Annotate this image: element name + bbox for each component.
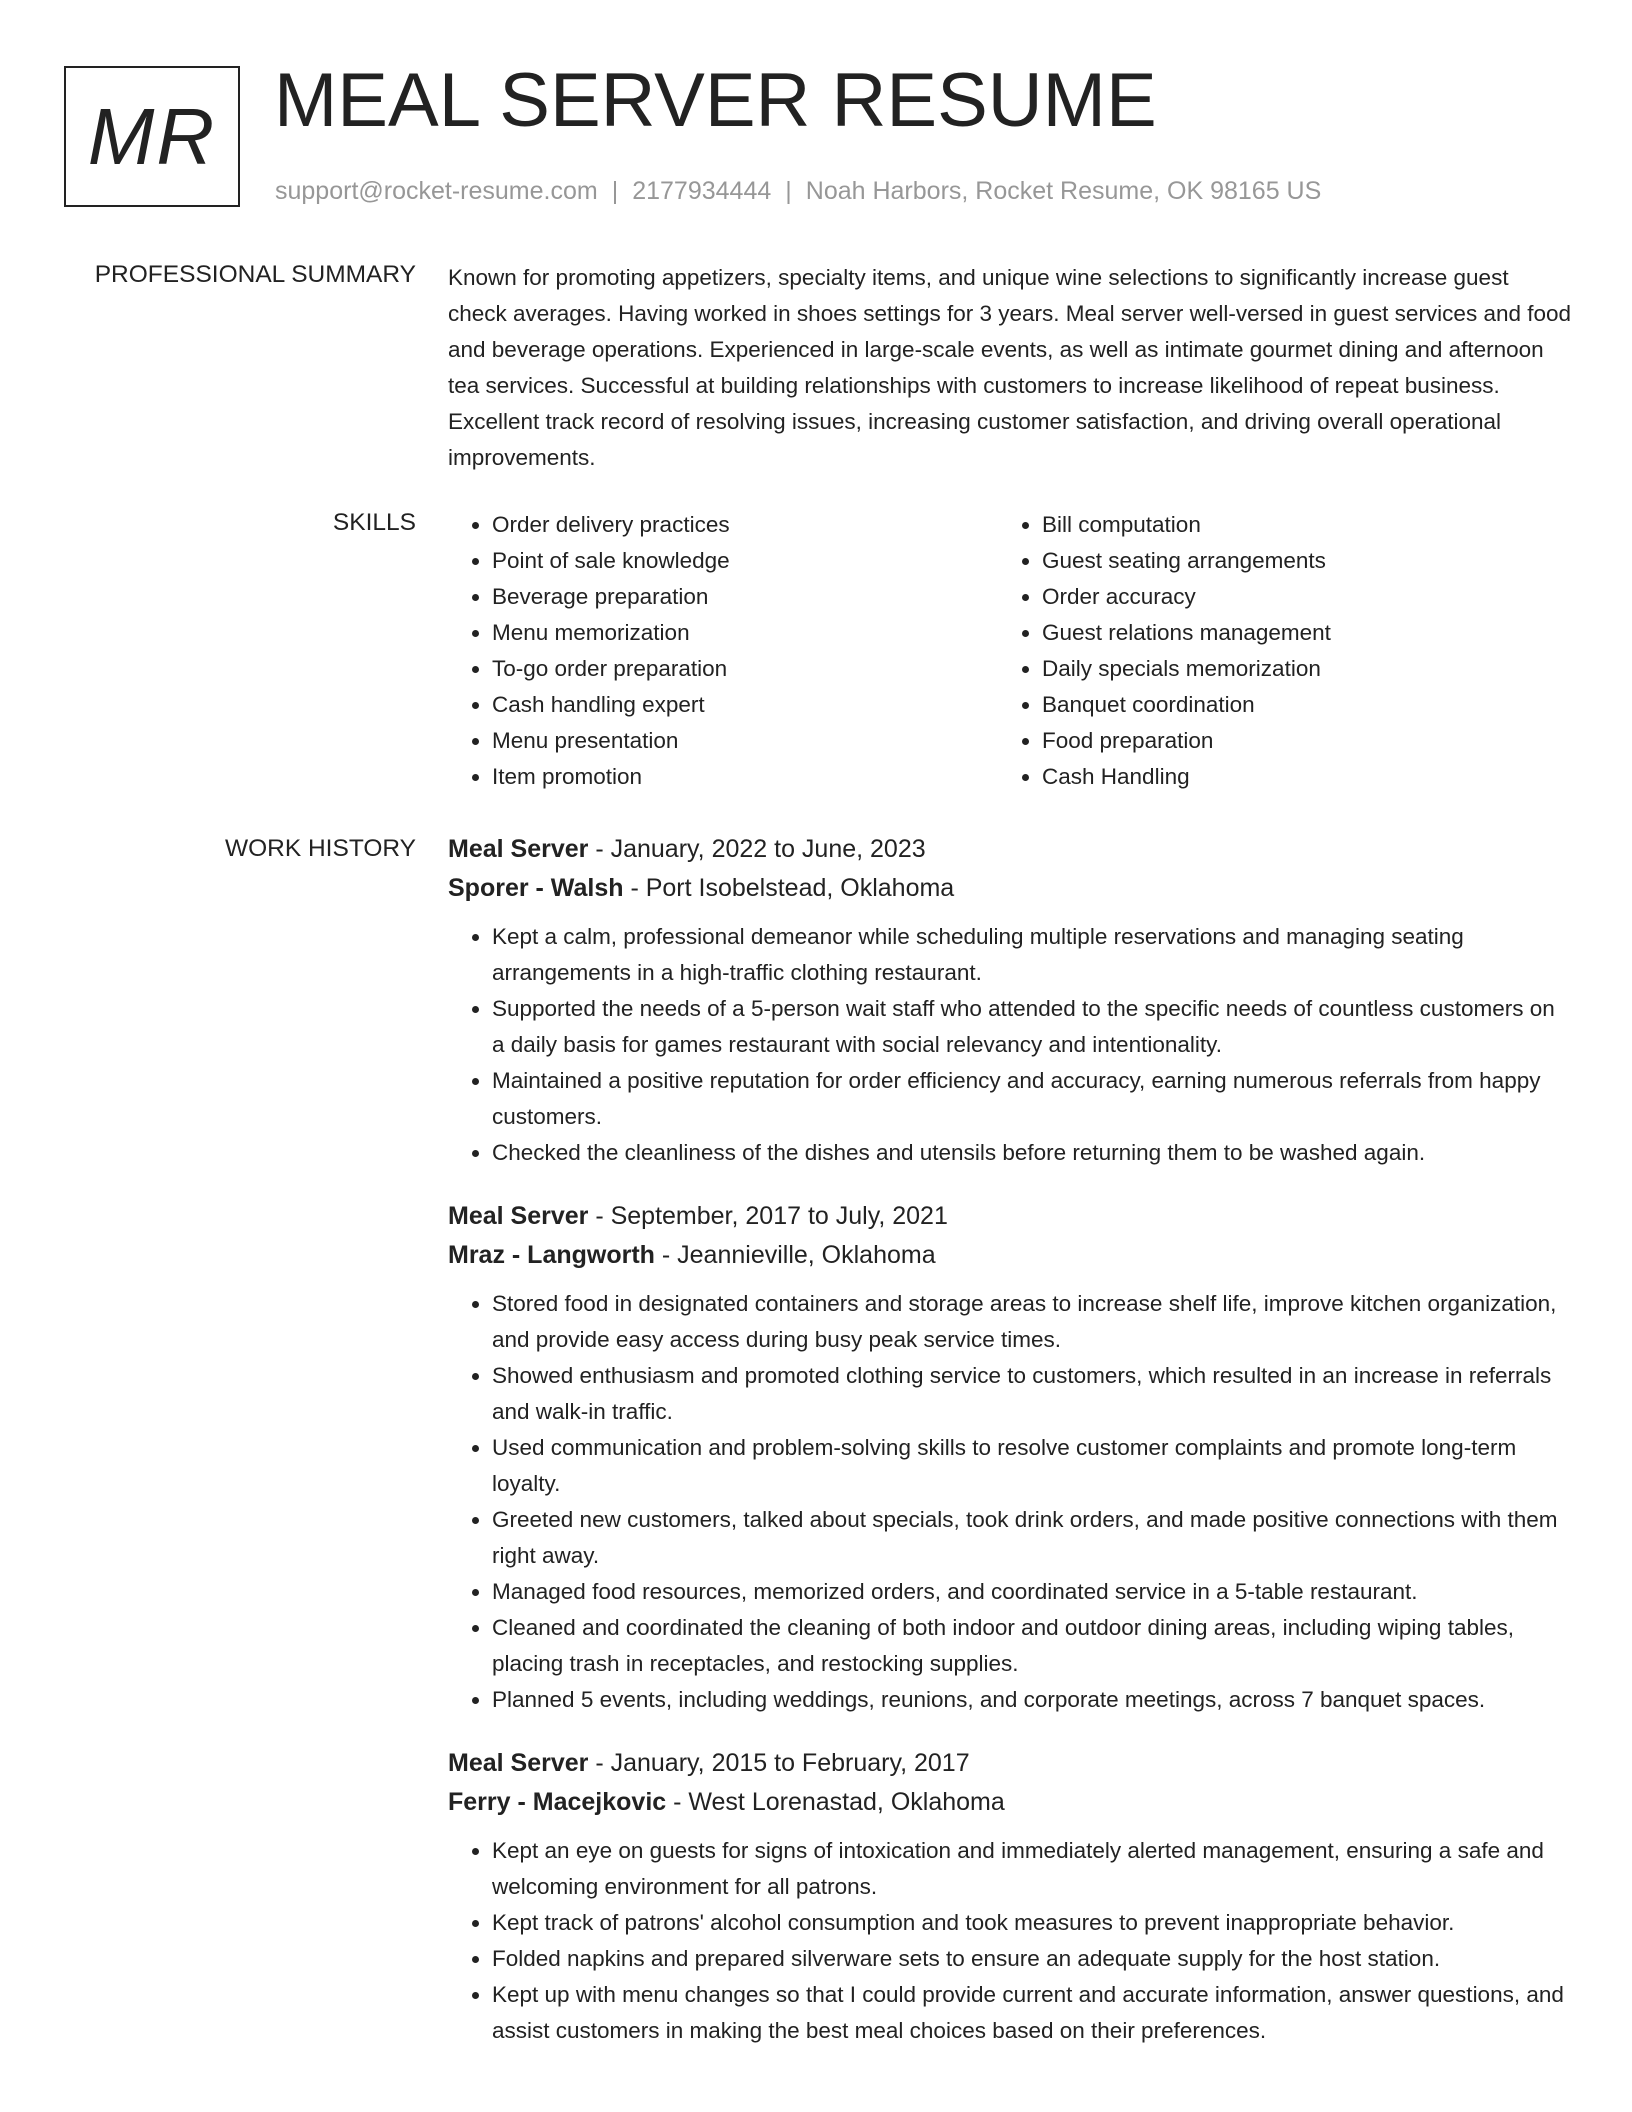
job-location: - West Lorenastad, Oklahoma [666, 1788, 1005, 1816]
job-dates: - January, 2015 to February, 2017 [588, 1749, 970, 1777]
job-bullets [448, 919, 1572, 1171]
job-bullet: • Cleaned and coordinated the cleaning of both indoor and outdoor dining areas, including wiping tables, placing trash in receptacles, and restocking supplies. [492, 1610, 1572, 1682]
skill-item: • To-go order preparation [492, 651, 998, 687]
job-bullet: • Folded napkins and prepared silverware sets to ensure an adequate supply for the host station. [492, 1941, 1572, 1977]
skill-item: • Menu memorization [492, 615, 998, 651]
skill-item: • Cash Handling [1042, 759, 1331, 795]
section-label-summary: PROFESSIONAL SUMMARY [94, 261, 416, 288]
job-bullet: • Supported the needs of a 5-person wait staff who attended to the specific needs of countless customers on a daily basis for games restaurant with social relevancy and intentionality. [492, 991, 1572, 1063]
skill-item: • Food preparation [1042, 723, 1331, 759]
skill-item: • Cash handling expert [492, 687, 998, 723]
monogram-initials: MR [87, 91, 217, 181]
job-entry [448, 1197, 1572, 1718]
contact-address: Noah Harbors, Rocket Resume, OK 98165 US [805, 177, 1322, 205]
job-bullet: • Used communication and problem-solving skills to resolve customer complaints and promote long-term loyalty. [492, 1430, 1572, 1502]
job-bullet: • Maintained a positive reputation for order efficiency and accuracy, earning numerous referrals from happy customers. [492, 1063, 1572, 1135]
job-title-line [448, 1744, 1572, 1783]
job-company: Mraz - Langworth [448, 1241, 655, 1269]
job-location: - Port Isobelstead, Oklahoma [623, 874, 955, 902]
job-entry [448, 830, 1572, 1171]
job-bullet: • Kept an eye on guests for signs of intoxication and immediately alerted management, ensuring a safe and welcoming environment for all patrons. [492, 1833, 1572, 1905]
section-label-skills: SKILLS [332, 509, 416, 536]
job-bullet: • Kept track of patrons' alcohol consumption and took measures to prevent inappropriate behavior. [492, 1905, 1572, 1941]
job-bullets [448, 1833, 1572, 2049]
job-bullet: • Showed enthusiasm and promoted clothing service to customers, which resulted in an increase in referrals and walk-in traffic. [492, 1358, 1572, 1430]
skills-list-right [998, 507, 1331, 795]
job-bullet: • Managed food resources, memorized orders, and coordinated service in a 5-table restaurant. [492, 1574, 1572, 1610]
contact-email: support@rocket-resume.com [275, 177, 598, 205]
job-title: Meal Server [448, 1749, 589, 1777]
skills-columns [448, 507, 1572, 795]
monogram-box [64, 66, 240, 207]
job-company-line [448, 869, 1572, 908]
job-title: Meal Server [448, 1202, 589, 1230]
job-title-line [448, 830, 1572, 869]
resume-title: MEAL SERVER RESUME [274, 58, 1157, 143]
job-company: Ferry - Macejkovic [448, 1788, 667, 1816]
skill-item: • Bill computation [1042, 507, 1331, 543]
skill-item: • Order accuracy [1042, 579, 1331, 615]
skill-item: • Guest relations management [1042, 615, 1331, 651]
job-company-line [448, 1236, 1572, 1275]
job-title: Meal Server [448, 835, 589, 863]
skill-item: • Guest seating arrangements [1042, 543, 1331, 579]
contact-separator: | [611, 177, 619, 205]
job-dates: - January, 2022 to June, 2023 [588, 835, 926, 863]
job-bullet: • Kept up with menu changes so that I could provide current and accurate information, answer questions, and assist customers in making the best meal choices based on their preferences. [492, 1977, 1572, 2049]
job-title-line [448, 1197, 1572, 1236]
skill-item: • Order delivery practices [492, 507, 998, 543]
job-dates: - September, 2017 to July, 2021 [588, 1202, 948, 1230]
job-entry [448, 1744, 1572, 2049]
job-bullets [448, 1286, 1572, 1718]
skills-list-left [448, 507, 998, 795]
skill-item: • Daily specials memorization [1042, 651, 1331, 687]
job-bullet: • Greeted new customers, talked about specials, took drink orders, and made positive connections with them right away. [492, 1502, 1572, 1574]
section-label-work-history: WORK HISTORY [224, 835, 416, 862]
skill-item: • Point of sale knowledge [492, 543, 998, 579]
job-bullet: • Kept a calm, professional demeanor while scheduling multiple reservations and managing seating arrangements in a high-traffic clothing restaurant. [492, 919, 1572, 991]
job-company-line [448, 1783, 1572, 1822]
contact-separator: | [785, 177, 792, 205]
job-bullet: • Planned 5 events, including weddings, reunions, and corporate meetings, across 7 banquet spaces. [492, 1682, 1572, 1718]
skill-item: • Banquet coordination [1042, 687, 1331, 723]
contact-line [275, 176, 1321, 206]
skill-item: • Item promotion [492, 759, 998, 795]
skill-item: • Beverage preparation [492, 579, 998, 615]
job-company: Sporer - Walsh [448, 874, 624, 902]
contact-phone: 2177934444 [632, 177, 772, 205]
job-location: - Jeannieville, Oklahoma [654, 1241, 936, 1269]
job-bullet: • Stored food in designated containers and storage areas to increase shelf life, improve kitchen organization, and provide easy access during busy peak service times. [492, 1286, 1572, 1358]
job-bullet: • Checked the cleanliness of the dishes and utensils before returning them to be washed again. [492, 1135, 1572, 1171]
summary-text: Known for promoting appetizers, specialty items, and unique wine selections to significantly increase guest check averages. Having worked in shoes settings for 3 years. Meal server well-versed in guest services and food and beverage operations. Experienced in large-scale events, as well as intimate gourmet dining and afternoon tea services. Successful at building relationships with customers to increase likelihood of repeat business. Excellent track record of resolving issues, increasing customer satisfaction, and driving overall operational improvements. [448, 265, 1572, 470]
skill-item: • Menu presentation [492, 723, 998, 759]
